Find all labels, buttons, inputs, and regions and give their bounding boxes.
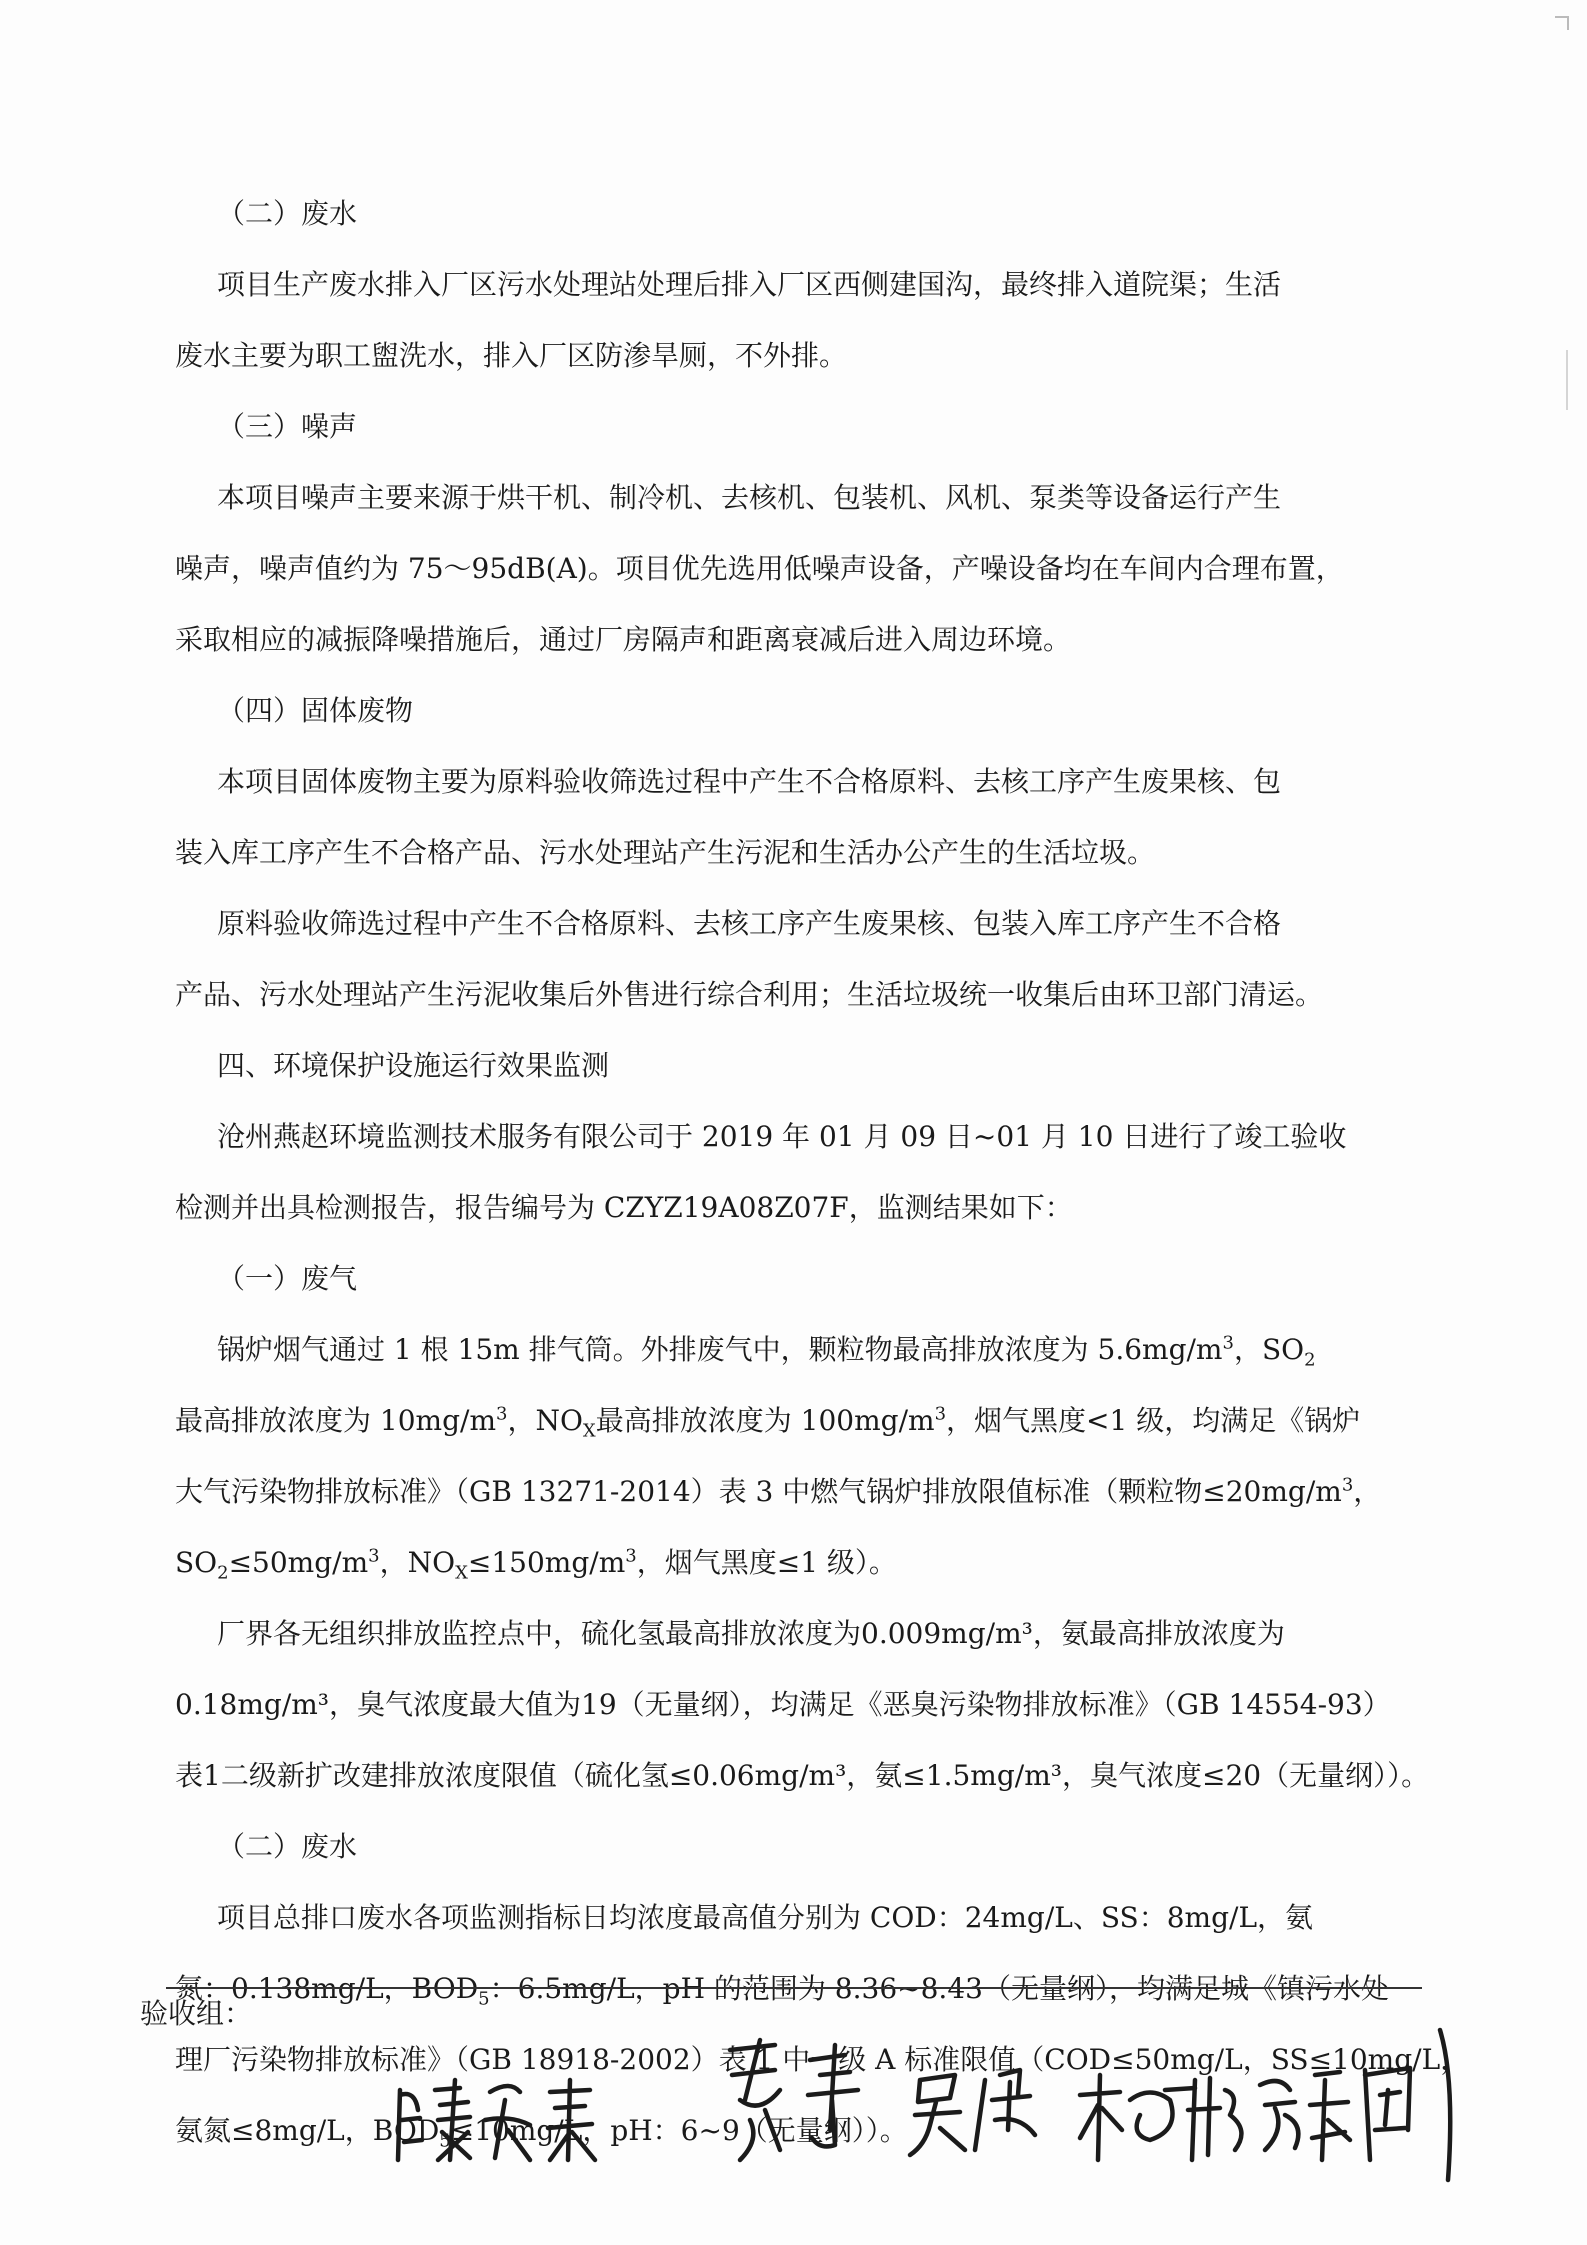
paragraph-line: 沧州燕赵环境监测技术服务有限公司于 2019 年 01 月 09 日~01 月 10 日进行了竣工验收 [217, 1120, 1347, 1153]
heading-wastewater: （二）废水 [217, 197, 358, 230]
signature-2 [730, 2040, 858, 2160]
signature-scribbles [380, 2020, 1520, 2190]
heading-wastewater-monitoring: （二）废水 [217, 1830, 358, 1863]
paragraph-line: 理厂污染物排放标准》（GB 18918-2002）表 1 中一级 A 标准限值（COD≤50mg/L，SS≤10mg/L， [175, 2043, 1469, 2076]
footer-divider [166, 1987, 1422, 1989]
scan-corner-mark [1555, 16, 1569, 30]
signature-4 [1080, 2075, 1241, 2160]
paragraph-line: 本项目固体废物主要为原料验收筛选过程中产生不合格原料、去核工序产生废果核、包 [217, 765, 1282, 798]
paragraph-line: 产品、污水处理站产生污泥收集后外售进行综合利用；生活垃圾统一收集后由环卫部门清运。 [175, 978, 1324, 1011]
heading-noise: （三）噪声 [217, 410, 358, 443]
paragraph-line: 噪声，噪声值约为 75～95dB(A)。项目优先选用低噪声设备，产噪设备均在车间内合理布置， [175, 552, 1344, 585]
signature-3 [910, 2070, 1035, 2155]
acceptance-group-label: 验收组： [140, 1997, 253, 2030]
handwritten-signatures [380, 2020, 1520, 2190]
paragraph-line: 本项目噪声主要来源于烘干机、制冷机、去核机、包装机、风机、泵类等设备运行产生 [217, 481, 1282, 514]
paragraph-line: $SO_2\le 50mg/m^3$，$NO_X\le 150mg/m^3$，烟气黑度≤1 级）。 [175, 1545, 897, 1584]
paragraph-line: 原料验收筛选过程中产生不合格原料、去核工序产生废果核、包装入库工序产生不合格 [217, 907, 1282, 940]
paragraph-line: 项目总排口废水各项监测指标日均浓度最高值分别为 COD：24mg/L、SS：8mg/L，氨 [217, 1901, 1314, 1934]
scan-edge-mark [1566, 350, 1568, 410]
paragraph-line: 大气污染物排放标准》（GB 13271-2014）表 3 中燃气锅炉排放限值标准（颗粒物$\le 20mg/m^3$， [175, 1474, 1382, 1508]
signature-1 [398, 2080, 595, 2160]
paragraph-line: 废水主要为职工盥洗水，排入厂区防渗旱厕，不外排。 [175, 339, 848, 372]
paragraph-line: 检测并出具检测报告，报告编号为 CZYZ19A08Z07F，监测结果如下： [175, 1191, 1073, 1224]
paragraph-line: 氨氮≤8mg/L，$BOD_5\le 10mg/L$，pH：6~9（无量纲））。 [175, 2114, 908, 2152]
document-body [175, 196, 1469, 2184]
paragraph-line: 厂界各无组织排放监控点中，硫化氢最高排放浓度为0.009mg/m³，氨最高排放浓度为 [217, 1617, 1285, 1650]
paragraph-line: 0.18mg/m³，臭气浓度最大值为19（无量纲），均满足《恶臭污染物排放标准》（GB 14554-93） [175, 1688, 1391, 1721]
heading-solid-waste: （四）固体废物 [217, 694, 414, 727]
paragraph-line: 表1二级新扩改建排放浓度限值（硫化氢≤0.06mg/m³，氨≤1.5mg/m³，臭气浓度≤20（无量纲））。 [175, 1759, 1430, 1792]
paragraph-line: 项目生产废水排入厂区污水处理站处理后排入厂区西侧建国沟，最终排入道院渠；生活 [217, 268, 1282, 301]
heading-section-4: 四、环境保护设施运行效果监测 [217, 1049, 610, 1082]
paragraph-line: 最高排放浓度为 $10mg/m^3$，$NO_X$最高排放浓度为 $100mg/m^3$，烟气黑度<1 级，均满足《锅炉 [175, 1403, 1361, 1442]
heading-exhaust-gas: （一）废气 [217, 1262, 358, 1295]
paragraph-line: 氮：0.138mg/L，$BOD_5$：6.5mg/L，pH 的范围为 8.36~8.43（无量纲），均满足城《镇污水处 [175, 1972, 1389, 2010]
paragraph-line: 锅炉烟气通过 1 根 15m 排气筒。外排废气中，颗粒物最高排放浓度为 $5.6mg/m^3$，$SO_2$ [217, 1332, 1316, 1371]
paragraph-line: 采取相应的减振降噪措施后，通过厂房隔声和距离衰减后进入周边环境。 [175, 623, 1072, 656]
paragraph-line: 装入库工序产生不合格产品、污水处理站产生污泥和生活办公产生的生活垃圾。 [175, 836, 1156, 869]
signature-5 [1260, 2030, 1450, 2180]
